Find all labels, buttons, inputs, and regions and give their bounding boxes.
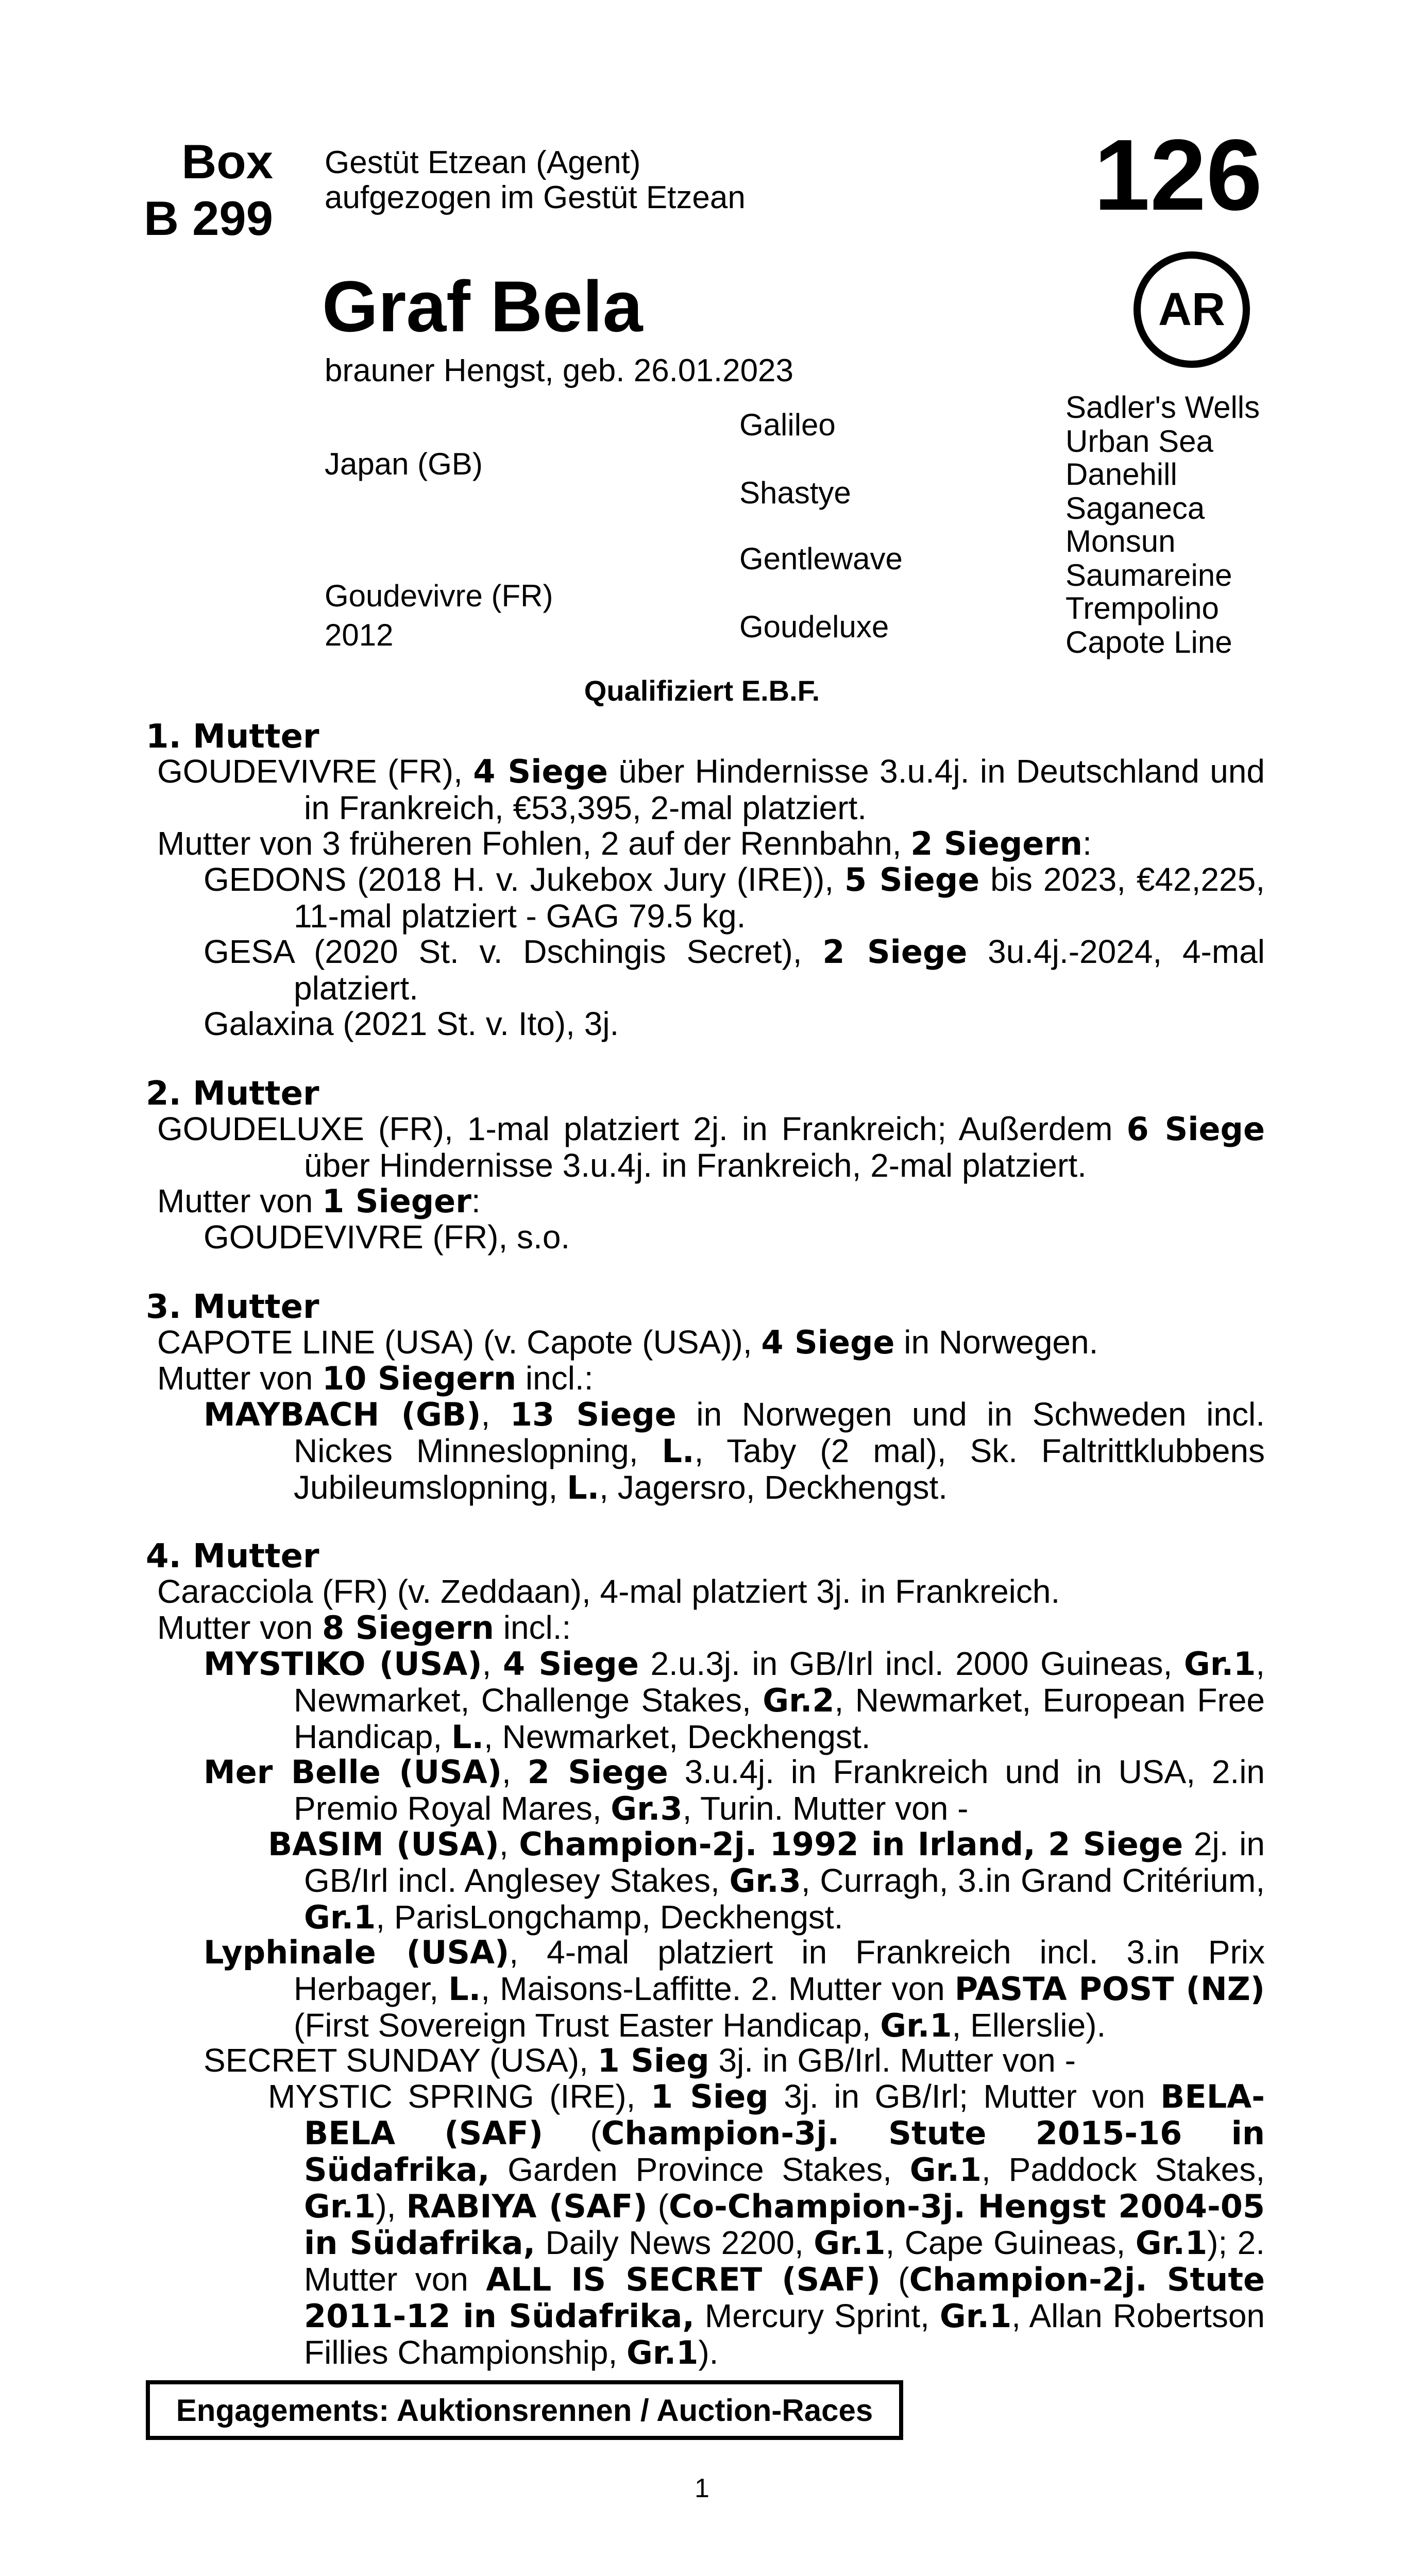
- pedigree-great-grandparent: Saumareine: [1065, 558, 1232, 592]
- horse-name: Graf Bela: [322, 266, 643, 347]
- pedigree-grandparent: Goudeluxe: [739, 609, 889, 644]
- page-number: 1: [695, 2473, 709, 2503]
- offspring-gesa: GESA (2020 St. v. Dschingis Secret), 2 Siege 3u.4j.-2024, 4-mal platziert.: [204, 933, 1265, 1007]
- dam-4-record: Caracciola (FR) (v. Zeddaan), 4-mal platziert 3j. in Frankreich.: [157, 1573, 1060, 1610]
- dam-1-record: GOUDEVIVRE (FR), 4 Siege über Hindernisse 3.u.4j. in Deutschland und in Frankreich, €53,395, 2-mal platziert.: [157, 753, 1265, 826]
- offspring-lyphinale: Lyphinale (USA), 4-mal platziert in Frankreich incl. 3.in Prix Herbager, L., Maisons-Laffitte. 2. Mutter von PASTA POST (NZ) (First Sovereign Trust Easter Handicap, Gr.1, Ellerslie).: [204, 1934, 1265, 2044]
- pedigree-great-grandparent: Danehill: [1065, 457, 1177, 492]
- pedigree-great-grandparent: Trempolino: [1065, 591, 1219, 625]
- offspring-mystiko: MYSTIKO (USA), 4 Siege 2.u.3j. in GB/Irl incl. 2000 Guineas, Gr.1, Newmarket, Challenge Stakes, Gr.2, Newmarket, European Free Handicap, L., Newmarket, Deckhengst.: [204, 1645, 1265, 1756]
- pedigree-grandparent: Galileo: [739, 408, 836, 442]
- ar-badge: [1134, 251, 1250, 368]
- pedigree-great-grandparent: Urban Sea: [1065, 424, 1213, 459]
- section-title-3: 3. Mutter: [146, 1288, 319, 1326]
- dam-2-produce: Mutter von 1 Sieger:: [157, 1182, 481, 1220]
- section-title-4: 4. Mutter: [146, 1537, 319, 1575]
- dam-4-produce: Mutter von 8 Siegern incl.:: [157, 1609, 571, 1647]
- offspring-mer-belle: Mer Belle (USA), 2 Siege 3.u.4j. in Frankreich und in USA, 2.in Premio Royal Mares, Gr.3, Turin. Mutter von -: [204, 1753, 1265, 1827]
- dam-1-produce: Mutter von 3 früheren Fohlen, 2 auf der Rennbahn, 2 Siegern:: [157, 825, 1092, 862]
- section-title-1: 1. Mutter: [146, 718, 319, 756]
- pedigree-great-grandparent: Monsun: [1065, 524, 1176, 558]
- pedigree-grandparent: Gentlewave: [739, 541, 903, 576]
- pedigree-great-grandparent: Saganeca: [1065, 491, 1205, 526]
- offspring-goudevivre: GOUDEVIVRE (FR), s.o.: [204, 1218, 570, 1256]
- offspring-galaxina: Galaxina (2021 St. v. Ito), 3j.: [204, 1005, 619, 1042]
- offspring-secret-sunday: SECRET SUNDAY (USA), 1 Sieg 3j. in GB/Irl. Mutter von -: [204, 2042, 1076, 2079]
- pedigree-dam-year: 2012: [325, 618, 394, 652]
- engagements-text: Engagements: Auktionsrennen / Auction-Races: [176, 2393, 873, 2428]
- lot-number: 126: [1093, 118, 1262, 231]
- box-label: Box: [181, 134, 273, 189]
- agent: Gestüt Etzean (Agent): [325, 145, 641, 180]
- offspring-maybach: MAYBACH (GB), 13 Siege in Norwegen und in Schweden incl. Nickes Minneslopning, L., Taby (2 mal), Sk. Faltrittklubbens Jubileumslopning, L., Jagersro, Deckhengst.: [204, 1396, 1265, 1506]
- pedigree-dam: Goudevivre (FR): [325, 579, 553, 613]
- pedigree-grandparent: Shastye: [739, 476, 851, 510]
- dam-3-produce: Mutter von 10 Siegern incl.:: [157, 1360, 594, 1397]
- offspring-gedons: GEDONS (2018 H. v. Jukebox Jury (IRE)), 5 Siege bis 2023, €42,225, 11-mal platziert - GAG 79.5 kg.: [204, 861, 1265, 935]
- dam-2-record: GOUDELUXE (FR), 1-mal platziert 2j. in Frankreich; Außerdem 6 Siege über Hindernisse 3.u.4j. in Frankreich, 2-mal platziert.: [157, 1110, 1265, 1184]
- pedigree-great-grandparent: Sadler's Wells: [1065, 390, 1260, 425]
- grandoffspring-basim: BASIM (USA), Champion-2j. 1992 in Irland, 2 Siege 2j. in GB/Irl incl. Anglesey Stakes, Gr.3, Curragh, 3.in Grand Critérium, Gr.1, ParisLongchamp, Deckhengst.: [268, 1825, 1265, 1936]
- engagements-box: [146, 2380, 903, 2440]
- pedigree-sire: Japan (GB): [325, 447, 483, 481]
- raised-at: aufgezogen im Gestüt Etzean: [325, 180, 746, 215]
- ar-badge-text: AR: [1158, 283, 1225, 335]
- qualification: Qualifiziert E.B.F.: [584, 674, 820, 707]
- dam-3-record: CAPOTE LINE (USA) (v. Capote (USA)), 4 Siege in Norwegen.: [157, 1324, 1098, 1361]
- box-number: B 299: [144, 191, 273, 245]
- grandoffspring-mystic-spring: MYSTIC SPRING (IRE), 1 Sieg 3j. in GB/Irl; Mutter von BELA-BELA (SAF) (Champion-3j. Stute 2015-16 in Südafrika, Garden Province Stakes, Gr.1, Paddock Stakes, Gr.1), RABIYA (SAF) (Co-Champion-3j. Hengst 2004-05 in Südafrika, Daily News 2200, Gr.1, Cape Guineas, Gr.1); 2. Mutter von ALL IS SECRET (SAF) (Champion-2j. Stute 2011-12 in Südafrika, Mercury Sprint, Gr.1, Allan Robertson Fillies Championship, Gr.1).: [268, 2078, 1265, 2371]
- pedigree-great-grandparent: Capote Line: [1065, 625, 1232, 659]
- horse-description: brauner Hengst, geb. 26.01.2023: [325, 353, 794, 388]
- section-title-2: 2. Mutter: [146, 1075, 319, 1113]
